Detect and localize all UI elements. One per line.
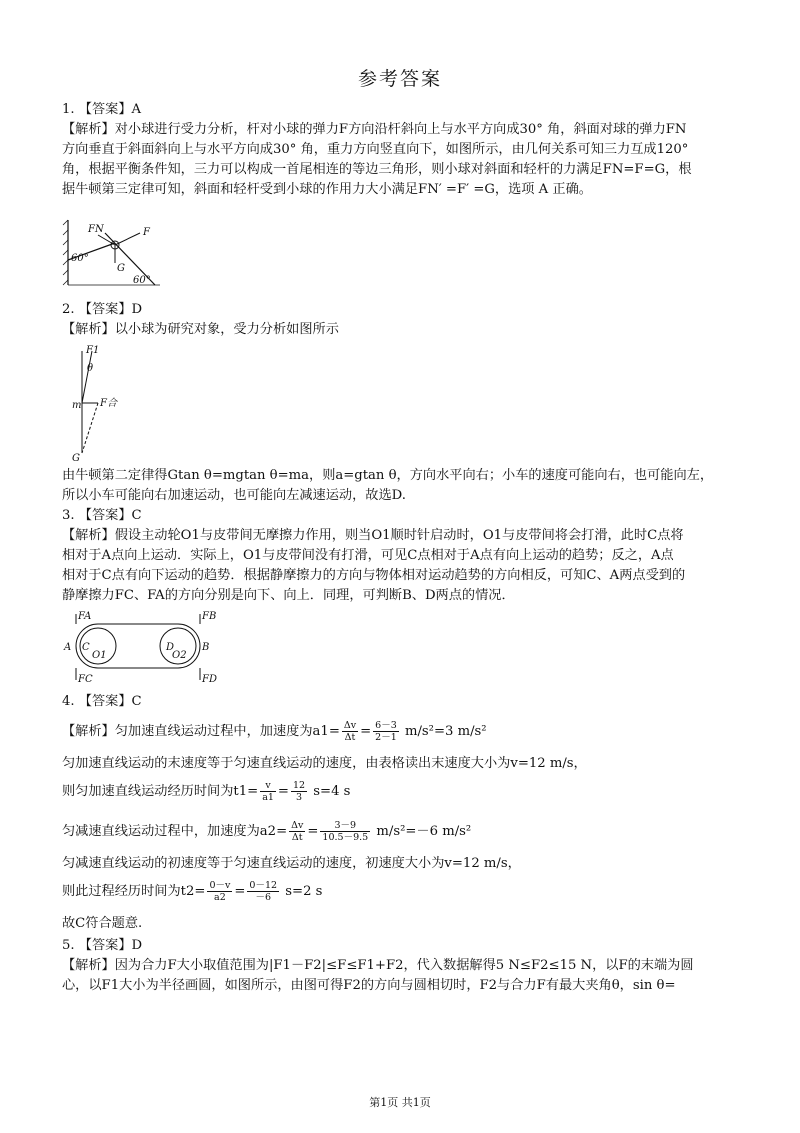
q1-analysis-line-4: 据牛顿第三定律可知，斜面和轻杆受到小球的作用力大小满足FN′ =F′ =G，选项 A 正确。 xyxy=(62,182,592,197)
q4-frac-values-4: $\frac{0-12}{-6}$ xyxy=(249,880,278,903)
q3-answer: 3. 【答案】C xyxy=(62,508,142,523)
q2-label-f1: F1 xyxy=(86,345,100,356)
q3-analysis-line-4: 静摩擦力FC、FA的方向分别是向下、向上．同理，可判断B、D两点的情况． xyxy=(62,588,515,603)
q4-line-2: 匀加速直线运动的末速度等于匀速直线运动的速度，由表格读出末速度大小为v=12 m/s， xyxy=(62,756,587,771)
q1-label-angle-1: 60° xyxy=(71,253,89,264)
q4-frac-values-1: $\frac{6-3}{2-1}$ xyxy=(375,720,397,743)
q4-frac-v-a1: $\frac{v}{a1}$ xyxy=(262,780,274,803)
q2-force-diagram xyxy=(60,343,130,463)
q1-analysis-line-1: 【解析】对小球进行受力分析，杆对小球的弹力F方向沿杆斜向上与水平方向成30° 角，斜面对球的弹力FN xyxy=(62,122,687,137)
q1-label-fn: FN xyxy=(88,224,104,235)
q2-analysis-line-3: 所以小车可能向右加速运动，也可能向左减速运动，故选D. xyxy=(62,488,406,503)
q1-label-angle-2: 60° xyxy=(133,275,151,286)
q3-analysis-line-1: 【解析】假设主动轮O1与皮带间无摩擦力作用，则当O1顺时针启动时，O1与皮带间将会打滑，此时C点将 xyxy=(62,528,684,543)
q3-label-a: A xyxy=(64,642,72,653)
q5-answer: 5. 【答案】D xyxy=(62,938,143,953)
q3-label-b: B xyxy=(202,642,210,653)
page-title: 参考答案 xyxy=(357,68,442,90)
q3-belt-diagram xyxy=(62,610,217,685)
page-footer: 第1页 共1页 xyxy=(369,1096,431,1109)
q3-analysis-line-2: 相对于A点向上运动．实际上，O1与皮带间没有打滑，可见C点相对于A点有向上运动的趋势；反之，A点 xyxy=(62,548,674,563)
q2-label-g: G xyxy=(72,453,80,464)
q3-label-fd: FD xyxy=(202,674,217,685)
q4-time-line-1: 则匀加速直线运动经历时间为t1= $\frac{v}{a1}$ = $\frac{12}{3}$ s=4 s xyxy=(62,780,351,803)
q5-analysis-line-2: 心，以F1大小为半径画圆，如图所示，由图可得F2的方向与圆相切时，F2与合力F有最大夹角θ，sin θ= xyxy=(62,978,676,993)
q1-label-g: G xyxy=(117,263,125,274)
q1-label-f: F xyxy=(143,227,150,238)
q3-label-o1: O1 xyxy=(92,650,107,661)
q4-frac-values-3: $\frac{3-9}{10.5-9.5}$ xyxy=(322,820,369,843)
q5-analysis-line-1: 【解析】因为合力F大小取值范围为|F1－F2|≤F≤F1+F2，代入数据解得5 N≤F2≤15 N，以F的末端为圆 xyxy=(62,958,694,973)
q3-label-fb: FB xyxy=(202,611,217,622)
q1-answer: 1. 【答案】A xyxy=(62,102,142,117)
q4-conclusion: 故C符合题意. xyxy=(62,916,143,931)
q4-frac-dv-dt-2: $\frac{\Delta v}{\Delta t}$ xyxy=(291,820,304,843)
q4-frac-dv-dt-1: $\frac{\Delta v}{\Delta t}$ xyxy=(343,720,357,743)
q3-label-fc: FC xyxy=(78,674,93,685)
q2-analysis-line-1: 【解析】以小球为研究对象，受力分析如图所示 xyxy=(62,322,339,337)
q3-analysis-line-3: 相对于C点有向下运动的趋势．根据静摩擦力的方向与物体相对运动趋势的方向相反，可知C、A两点受到的 xyxy=(62,568,686,583)
q4-frac-v-a2: $\frac{0-v}{a2}$ xyxy=(209,880,231,903)
q1-force-diagram xyxy=(60,215,170,290)
q4-decel-line: 匀减速直线运动过程中，加速度为a2= $\frac{\Delta v}{\Delta t}$ = $\frac{3-9}{10.5-9.5}$ m/s²=－6 m/s² xyxy=(62,820,472,843)
q2-label-m: m xyxy=(72,400,82,411)
q4-frac-values-2: $\frac{12}{3}$ xyxy=(292,780,306,803)
q4-accel-line: 【解析】匀加速直线运动过程中，加速度为a1= $\frac{\Delta v}{\Delta t}$ = $\frac{6-3}{2-1}$ m/s²=3 m/s² xyxy=(62,720,487,743)
q3-label-c: C xyxy=(82,642,90,653)
q4-line-5: 匀减速直线运动的初速度等于匀速直线运动的速度，初速度大小为v=12 m/s， xyxy=(62,856,521,871)
q2-label-theta: θ xyxy=(87,363,94,374)
q4-time-line-2: 则此过程经历时间为t2= $\frac{0-v}{a2}$ = $\frac{0-12}{-6}$ s=2 s xyxy=(62,880,323,903)
q2-label-fhe: F合 xyxy=(100,398,117,409)
q3-label-d: D xyxy=(166,642,175,653)
q1-analysis-line-2: 方向垂直于斜面斜向上与水平方向成30° 角，重力方向竖直向下，如图所示，由几何关系可知三力互成120° xyxy=(62,142,689,157)
q1-analysis-line-3: 角，根据平衡条件知，三力可以构成一首尾相连的等边三角形，则小球对斜面和轻杆的力满足FN=F=G，根 xyxy=(62,162,692,177)
q3-label-fa: FA xyxy=(78,611,92,622)
q2-answer: 2. 【答案】D xyxy=(62,302,143,317)
q4-answer: 4. 【答案】C xyxy=(62,694,142,709)
q3-label-o2: O2 xyxy=(172,650,187,661)
q2-analysis-line-2: 由牛顿第二定律得Gtan θ=mgtan θ=ma，则a=gtan θ，方向水平向右；小车的速度可能向右，也可能向左， xyxy=(62,468,714,483)
